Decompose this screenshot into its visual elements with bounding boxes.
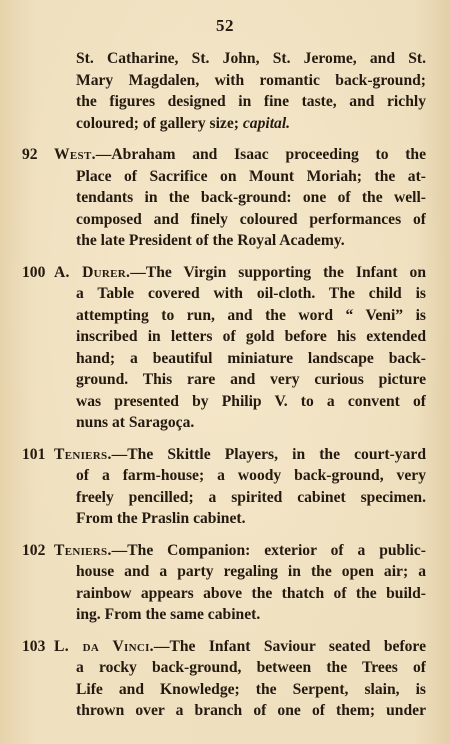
entry-heading [22, 540, 426, 562]
catalogue-entry [22, 144, 426, 252]
entry-title: —Abraham and Isaac proceeding to the [95, 146, 426, 163]
entry-line: composed and finely coloured performances of [76, 210, 426, 228]
catalogue-entry [22, 262, 426, 434]
entry-line: house and a party regaling in the open air; a [76, 563, 426, 580]
continued-entry [22, 48, 426, 134]
entry-line [22, 113, 426, 135]
entry-title: —The Virgin supporting the Infant on [130, 263, 426, 281]
lot-number: 102 [22, 541, 46, 559]
artist-name: West. [54, 146, 96, 163]
artist-name: L. da Vinci. [54, 637, 154, 655]
entry-heading [22, 144, 426, 166]
entry-line: Mary Magdalen, with romantic back-ground; [76, 71, 426, 89]
entry-line: was presented by Philip V. to a convent of [76, 392, 426, 410]
artist-name: Teniers. [54, 541, 112, 559]
entry-line: freely pencilled; a spirited cabinet specimen. [76, 488, 426, 506]
entry-line: St. Catharine, St. John, St. Jerome, and St. [76, 50, 426, 67]
entry-line: the late President of the Royal Academy. [76, 232, 345, 249]
entry-title: —The Companion: exterior of a public- [111, 541, 426, 559]
entry-line: ing. From the same cabinet. [76, 606, 261, 623]
entry-line: the figures designed in fine taste, and richly [76, 93, 426, 110]
entry-line: thrown over a branch of one of them; under [76, 702, 426, 719]
entry-line-text: coloured; of gallery size; capital. [76, 114, 291, 132]
catalogue-entries [22, 48, 426, 722]
entry-line: tendants in the back-ground: one of the well- [76, 189, 426, 206]
entry-line: nuns at Saragoça. [76, 414, 195, 431]
entry-line: rainbow appears above the thatch of the build- [76, 584, 426, 602]
entry-line: hand; a beautiful miniature landscape back- [76, 349, 426, 367]
entry-title: —The Skittle Players, in the court-yard [111, 445, 426, 463]
lot-number: 100 [22, 263, 46, 281]
lot-number: 92 [22, 146, 38, 163]
lot-number: 101 [22, 445, 46, 463]
entry-line: inscribed in letters of gold before his extended [76, 328, 426, 345]
entry-line: a Table covered with oil-cloth. The child is [76, 285, 426, 302]
catalogue-entry [22, 444, 426, 530]
entry-line: a rocky back-ground, between the Trees of [76, 659, 426, 676]
entry-heading [22, 262, 426, 284]
entry-line: From the Praslin cabinet. [76, 510, 246, 527]
artist-name: A. Durer. [54, 263, 131, 281]
entry-heading [22, 636, 426, 658]
lot-number: 103 [22, 637, 46, 655]
entry-line: attempting to run, and the word “ Veni” is [76, 306, 426, 324]
entry-line: Place of Sacrifice on Mount Moriah; the at- [76, 167, 426, 185]
catalogue-entry [22, 636, 426, 722]
page-number: 52 [216, 16, 234, 35]
entry-heading [22, 444, 426, 466]
catalogue-entry [22, 540, 426, 626]
entry-line: ground. This rare and very curious picture [76, 371, 426, 388]
entry-title: —The Infant Saviour seated before [153, 637, 426, 655]
entry-line: Life and Knowledge; the Serpent, slain, is [76, 680, 426, 698]
entry-line: of a farm-house; a woody back-ground, very [76, 467, 426, 484]
italic-word: capital. [242, 114, 291, 132]
artist-name: Teniers. [54, 445, 112, 463]
